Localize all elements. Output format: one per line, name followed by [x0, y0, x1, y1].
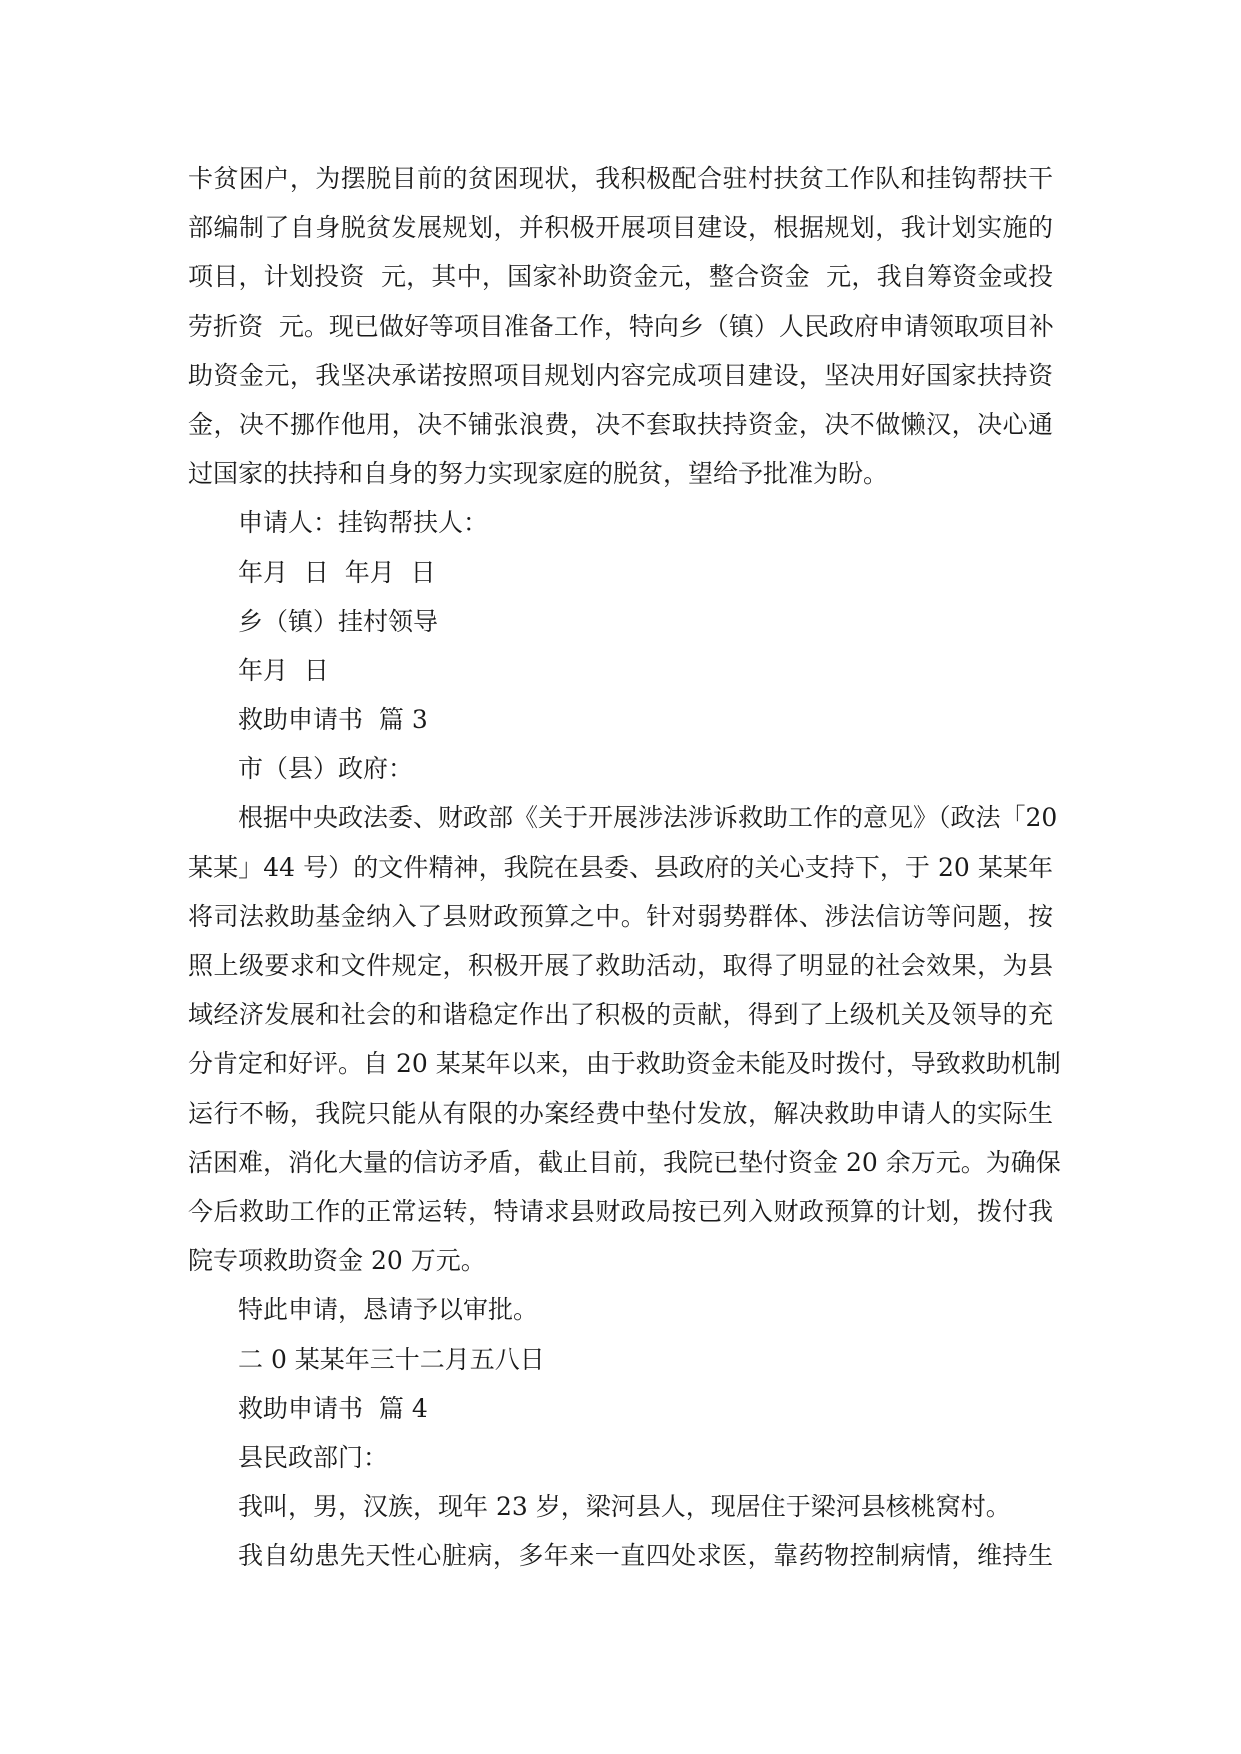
text-line: 劳折资 元。现已做好等项目准备工作，特向乡（镇）人民政府申请领取项目补	[188, 311, 1054, 341]
text-line: 乡（镇）挂村领导	[238, 606, 439, 636]
text-line: 年月 日	[238, 655, 329, 685]
text-line: 助资金元，我坚决承诺按照项目规划内容完成项目建设，坚决用好国家扶持资	[188, 360, 1053, 390]
text-line: 运行不畅，我院只能从有限的办案经费中垫付发放，解决救助申请人的实际生	[188, 1098, 1053, 1128]
text-line: 分肯定和好评。自 20 某某年以来，由于救助资金未能及时拨付，导致救助机制	[188, 1049, 1061, 1079]
text-line: 我自幼患先天性心脏病，多年来一直四处求医，靠药物控制病情，维持生	[238, 1541, 1053, 1571]
text-line: 照上级要求和文件规定，积极开展了救助活动，取得了明显的社会效果，为县	[188, 951, 1053, 980]
text-line: 过国家的扶持和自身的努力实现家庭的脱贫，望给予批准为盼。	[188, 459, 889, 489]
text-line: 根据中央政法委、财政部《关于开展涉法涉诉救助工作的意见》（政法「20	[238, 803, 1058, 833]
text-line: 院专项救助资金 20 万元。	[188, 1246, 486, 1276]
text-line: 特此申请，恳请予以审批。	[238, 1295, 539, 1325]
text-line: 市（县）政府：	[238, 754, 414, 784]
text-line: 我叫，男，汉族，现年 23 岁，梁河县人，现居住于梁河县核桃窝村。	[238, 1492, 1011, 1522]
text-line: 活困难，消化大量的信访矛盾，截止目前，我院已垫付资金 20 余万元。为确保	[188, 1147, 1061, 1177]
text-line: 二 0 某某年三十二月五八日	[238, 1344, 545, 1374]
text-line: 年月 日 年月 日	[238, 557, 436, 587]
text-line: 金，决不挪作他用，决不铺张浪费，决不套取扶持资金，决不做懒汉，决心通	[188, 409, 1053, 439]
text-line: 将司法救助基金纳入了县财政预算之中。针对弱势群体、涉法信访等问题，按	[188, 901, 1053, 931]
text-line: 县民政部门：	[238, 1442, 389, 1472]
text-line: 救助申请书 篇 4	[238, 1393, 428, 1423]
text-line: 今后救助工作的正常运转，特请求县财政局按已列入财政预算的计划，拨付我	[188, 1196, 1053, 1226]
text-line: 部编制了自身脱贫发展规划，并积极开展项目建设，根据规划，我计划实施的	[188, 213, 1053, 243]
text-line: 卡贫困户，为摆脱目前的贫困现状，我积极配合驻村扶贫工作队和挂钩帮扶干	[188, 164, 1053, 193]
text-line: 某某」44 号）的文件精神，我院在县委、县政府的关心支持下，于 20 某某年	[188, 852, 1053, 882]
text-line: 申请人：挂钩帮扶人：	[238, 508, 489, 538]
text-line: 救助申请书 篇 3	[238, 705, 428, 735]
document-body	[188, 154, 1061, 1580]
text-line: 域经济发展和社会的和谐稳定作出了积极的贡献，得到了上级机关及领导的充	[188, 1000, 1053, 1030]
text-line: 项目，计划投资 元，其中，国家补助资金元，整合资金 元，我自筹资金或投	[188, 262, 1053, 292]
